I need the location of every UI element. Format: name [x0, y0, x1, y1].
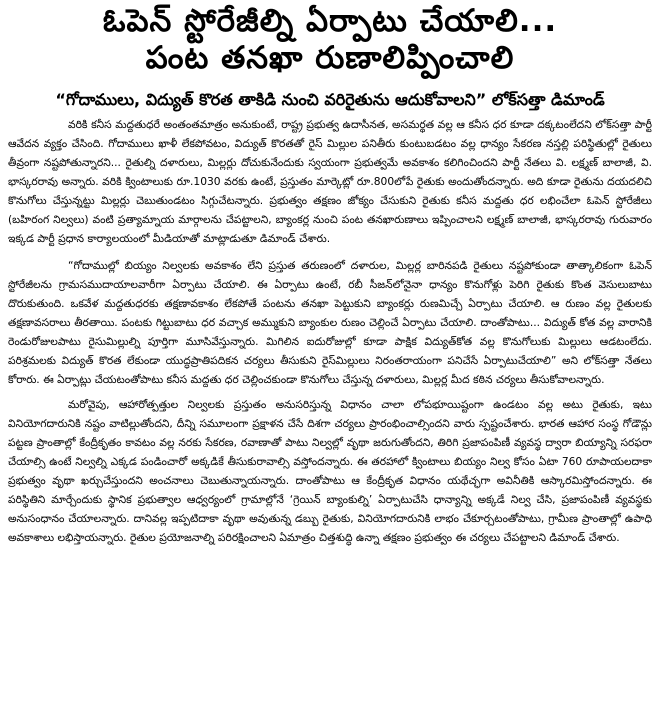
headline-line-1: ఓపెన్ స్టోరేజీల్ని ఏర్పాటు చేయాలి...: [102, 3, 558, 39]
subheadline: “గోదాములు, విద్యుత్ కొరత తాకిడి నుంచి వరిరైతును ఆదుకోవాలని” లోక్‌సత్తా డిమాండ్: [55, 90, 605, 109]
paragraph-2: “గోదాముల్లో బియ్యం నిల్వలకు అవకాశం లేని ప్రస్తుత తరుణంలో దళారుల, మిల్లర్ల బారినపడి రైతులు నష్టపోకుండా తాత్కాలికంగా ఓపెన్ స్టోరేజీలను గ్రామసముదాయాలవారీగా ఏర్పాటు చేయాలి. ఈ ఏర్పాటు ఉంటే, రబీ సీజన్‌లోనైనా ధాన్యం కొనుగోళ్లు పెరిగి రైతుకు కొంత వెసులుబాటు దొరుకుతుంది. ఒకవేళ మద్దతుధరకు తక్షణావకాశం లేకపోతే పంటను తనఖా పెట్టుకుని బ్యాంకర్లు రుణమిచ్చే ఏర్పాటు చేయాలి. ఆ రుణం వల్ల రైతులకు తక్షణావసరాలు తీరతాయి. పంటకు గిట్టుబాటు ధర వచ్చాక అమ్ముకుని బ్యాంకుల రుణం చెల్లించే ఏర్పాటు చేయాలి. దాంతోపాటు... విద్యుత్ కోత వల్ల వారానికి రెండురోజులపాటు రైసుమిల్లుల్ని పూర్తిగా మూసివేస్తున్నారు. మిగిలిన ఐదురోజుల్లో కూడా పాక్షిక విద్యుత్‌కోత వల్ల కొనుగోలుకు మిల్లులు ఆడటంలేదు. పరిశ్రమలకు విద్యుత్ కొరత లేకుండా యుద్ధప్రాతిపదికన చర్యలు తీసుకుని రైస్‌మిల్లులు నిరంతరాయంగా పనిచేసే ఏర్పాటుచేయాలి” అని లోక్‌సత్తా నేతలు కోరారు. ఈ ఏర్పాట్లు చేయటంతోపాటు కనీస మద్దతు ధర చెల్లించకుండా కొనుగోలు చేస్తున్న దళారులు, మిల్లర్ల మీద కఠిన చర్యలు తీసుకోవాలన్నారు.: [8, 259, 652, 387]
headline-line-2: పంట తనఖా రుణాలిప్పించాలి: [145, 40, 515, 76]
paragraph-1: వరికి కనీస మద్దతుధరే అంతంతమాత్రం అనుకుంటే, రాష్ట్ర ప్రభుత్వ ఉదాసీనత, అసమర్థత వల్ల ఆ కనీస ధర కూడా దక్కటంలేదని లోక్‌సత్తా పార్టీ ఆవేదన వ్యక్తం చేసింది. గోదాములు ఖాళీ లేకపోవటం, విద్యుత్ కొరతతో రైస్ మిల్లుల పనితీరు కుంటుబడటం వల్ల ధాన్యం సేకరణ నస్తల్లి పరిస్థితుల్లో రైతులు తీవ్రంగా నష్టపోతున్నారని... రైతుల్ని దళారులు, మిల్లర్లు దోచుకునేందుకు స్వయంగా ప్రభుత్వమే అవకాశం కలిగించిందని పార్టీ నేతలు వి. లక్ష్మణ్ బాలాజీ, వి. భాస్కరరావు అన్నారు. వరికి క్వింటాలుకు రూ.1030 వరకు ఉంటే, ప్రస్తుతం మార్కెట్లో రూ.800లోపే రైతుకు అందుతోందన్నారు. అది కూడా రైతును దయదలిచి కొనుగోలు చేస్తున్నట్టు మిల్లర్లు చెబుతుండటం సిగ్గుచేటన్నారు. ప్రభుత్వం తక్షణం జోక్యం చేసుకుని రైతుకు కనీస మద్దతు ధర లభించేలా ఓపెన్ స్టోరేజీలు (బహిరంగ నిల్వలు) వంటి ప్రత్యామ్నాయ మార్గాలను చేపట్టాలని, బ్యాంకర్ల నుంచి పంట తనఖారుణాలు ఇప్పించాలని లక్ష్మణ్ బాలాజీ, భాస్కరరావు గురువారం ఇక్కడ పార్టీ ప్రధాన కార్యాలయంలో మీడియాతో మాట్లాడుతూ డిమాండ్ చేశారు.: [8, 118, 652, 246]
paragraph-3: మరోవైపు, ఆహారోత్పత్తుల నిల్వలకు ప్రస్తుతం అనుసరిస్తున్న విధానం చాలా లోపభూయిష్టంగా ఉండటం వల్ల అటు రైతుకు, ఇటు వినియోగదారునికి నష్టం వాటిల్లుతోందని, దీన్ని సమూలంగా ప్రక్షాళన చేసే దిశగా చర్యలు ప్రారంభించాల్సిందని వారు స్పష్టంచేశారు. భారత ఆహార సంస్థ గోడౌన్లు పట్టణ ప్రాంతాల్లో కేంద్రీకృతం కావటం వల్ల నరకు సేకరణ, రవాణాతో పాటు నిల్వల్లో వృథా జరుగుతోందని, తిరిగి ప్రజాపంపిణీ వ్యవస్థ ద్వారా బియ్యాన్ని సరఫరా చేయాల్సి ఉంటే నిల్వల్ని ఎక్కడ పండించారో అక్కడికే తీసుకురావాల్సి వస్తోందన్నారు. ఈ తరహాలో క్వింటాలు బియ్యం నిల్వ కోసం ఏటా 760 రూపాయలదాకా ప్రభుత్వం వృథా ఖర్చుచేస్తుందని అంచనాలు చెబుతున్నాయన్నారు. దాంతోపాటు ఆ కేంద్రీకృత విధానం యథేచ్ఛగా అవినీతికి ఆస్కారమిస్తోందన్నారు. ఈ పరిస్థితిని మార్చేందుకు స్థానిక ప్రభుత్వాల ఆధ్వర్యంలో గ్రామాల్లోనే ‘గ్రెయిన్ బ్యాంకుల్ని’ ఏర్పాటుచేసి ధాన్యాన్ని అక్కడే నిల్వ చేసి, ప్రజాపంపిణీ వ్యవస్థకు అనుసంధానం చేయాలన్నారు. దానివల్ల ఇప్పటిదాకా వృథా అవుతున్న డబ్బు రైతుకు, వినియోగదారునికి లాభం చేకూర్చటంతోపాటు, గ్రామీణ ప్రాంతాల్లో ఉపాధి అవకాశాలు లభిస్తాయన్నారు. రైతుల ప్రయోజనాల్ని పరిరక్షించాలని ఏమాత్రం చిత్తశుద్ధి ఉన్నా తక్షణం ప్రభుత్వం ఈ చర్యలు చేపట్టాలని డిమాండ్ చేశారు.: [8, 398, 652, 545]
article-body: [8, 115, 652, 547]
